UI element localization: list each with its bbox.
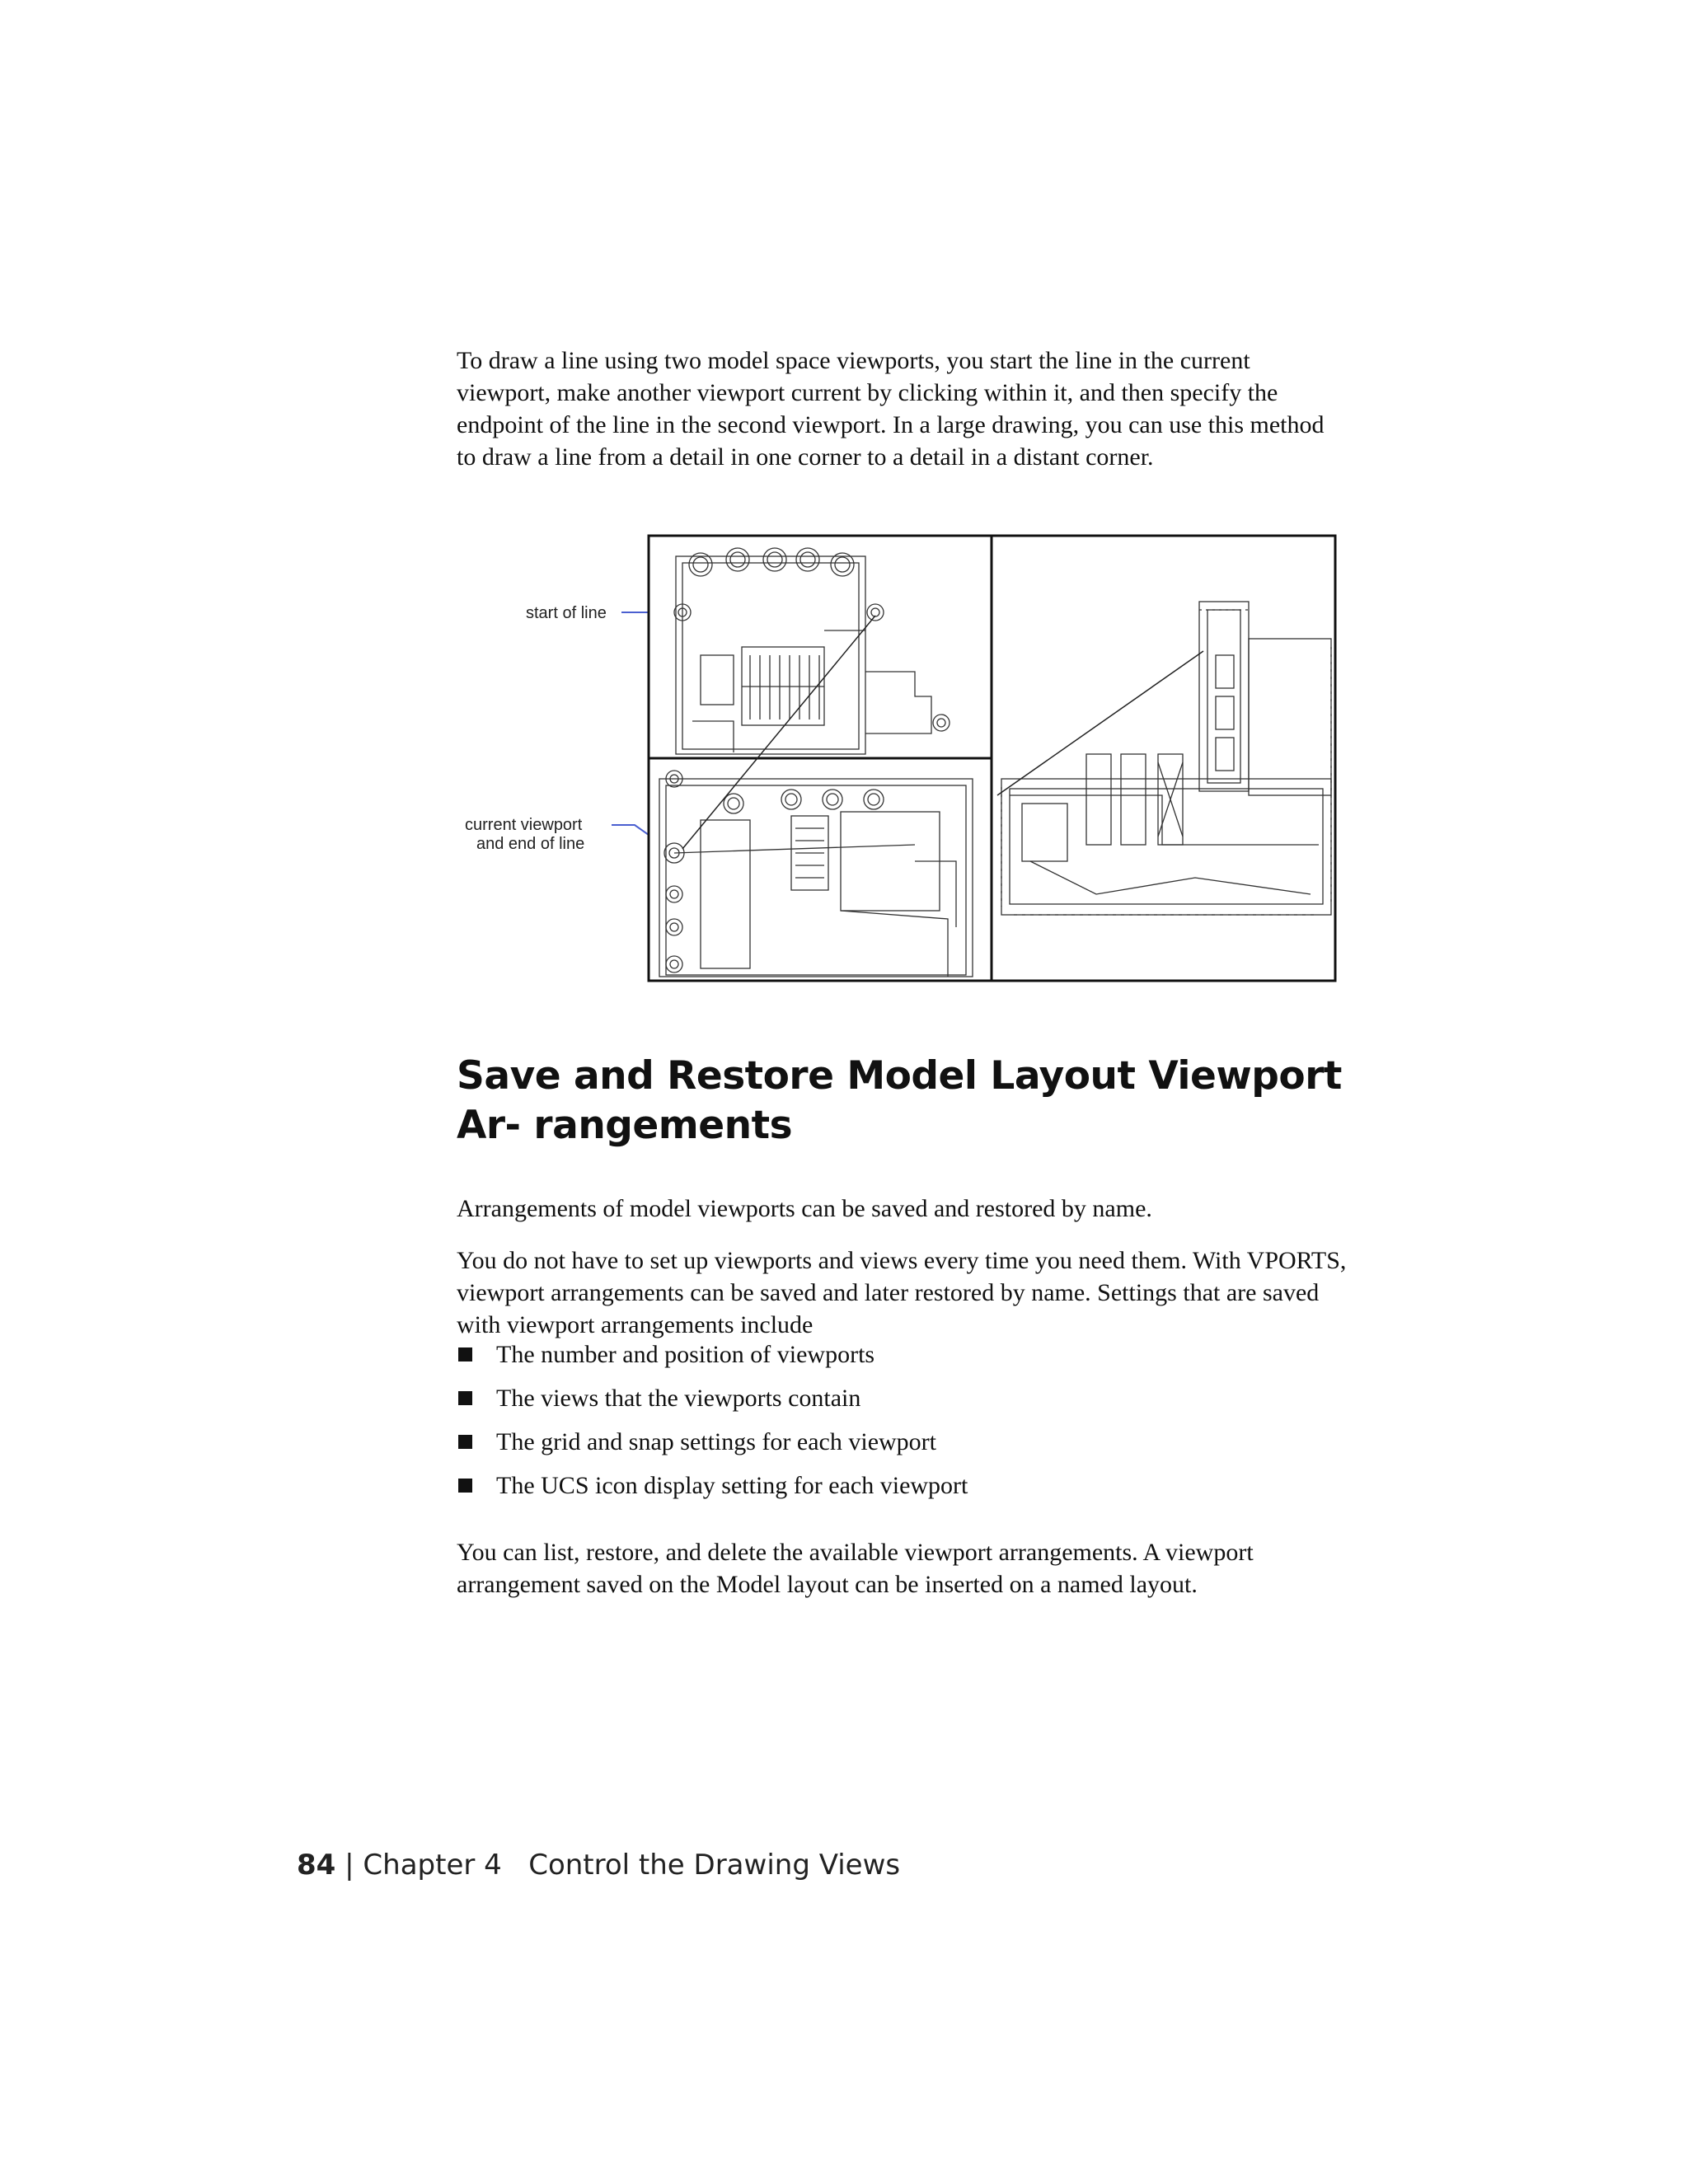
callout-start-of-line-label: start of line [526,604,607,622]
list-item [457,1469,968,1513]
list-item [457,1426,968,1469]
bullet-square-icon [458,1347,472,1361]
viewports-illustration [453,532,1339,983]
viewport-frames [649,536,1335,981]
intro-paragraph: To draw a line using two model space viewports, you start the line in the current viewport, make another viewport current by clicking within it, and then specify the endpoint of the line in the second viewport. In a large drawing, you can use this method to draw a line from a detail in one corner to a detail in a distant corner. [457,347,1325,471]
section-paragraph-1: Arrangements of model viewports can be saved and restored by name. [457,1195,1152,1222]
page-footer [297,1849,900,1882]
footer-separator: | [335,1849,363,1882]
list-item-text: The number and position of viewports [496,1341,875,1368]
list-item [457,1338,968,1382]
section-heading: Save and Restore Model Layout Viewport Ar- rangements [457,1053,1342,1148]
callout-current-viewport-label-2: and end of line [476,835,585,853]
section-paragraph-3: You can list, restore, and delete the available viewport arrangements. A viewport arrangement saved on the Model layout can be inserted on a named layout. [457,1539,1254,1598]
page-number: 84 [297,1849,336,1882]
list-item [457,1382,968,1426]
list-item-text: The UCS icon display setting for each viewport [496,1472,968,1499]
footer-chapter: Chapter 4 Control the Drawing Views [363,1849,901,1882]
settings-bullet-list [457,1338,968,1513]
list-item-text: The grid and snap settings for each viewport [496,1428,937,1455]
section-paragraph-2: You do not have to set up viewports and views every time you need them. With VPORTS, viewport arrangements can be saved and later restored by name. Settings that are saved with viewport arrangements include [457,1247,1347,1338]
bullet-square-icon [458,1391,472,1405]
bullet-square-icon [458,1479,472,1493]
callout-current-viewport [465,816,674,853]
callout-current-viewport-label-1: current viewport [465,816,583,834]
viewports-figure [453,532,1339,983]
bullet-square-icon [458,1435,472,1449]
list-item-text: The views that the viewports contain [496,1385,861,1412]
